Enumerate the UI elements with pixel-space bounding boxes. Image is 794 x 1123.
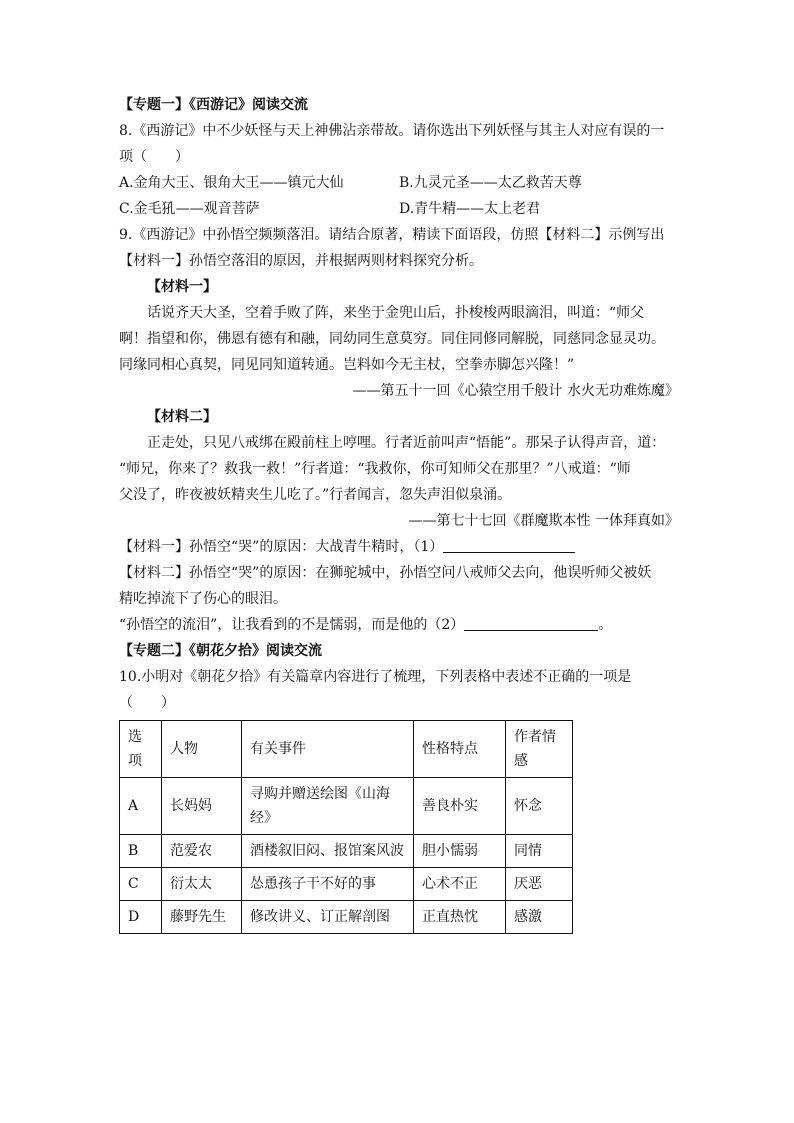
table-row (120, 778, 573, 835)
material1-source: ——第五十一回《心猿空用千般计 水火无功难炼魔》 (352, 383, 679, 399)
table-cell: 修改讲义、订正解剖图 (242, 901, 414, 934)
table-row (120, 868, 573, 901)
q8-option-c[interactable]: C.金毛犼——观音菩萨 (119, 201, 260, 217)
q9-conclusion-row (119, 612, 679, 638)
table-header-cell: 作者情感 (506, 721, 573, 778)
table-cell: 怀念 (506, 778, 573, 835)
q9-stem-line1: 9.《西游记》中孙悟空频频落泪。请结合原著，精读下面语段，仿照【材料二】示例写出 (119, 227, 665, 243)
answer-blank-2[interactable] (464, 614, 598, 631)
q9-conclusion-end: 。 (598, 617, 613, 633)
q10-stem-line1: 10.小明对《朝花夕拾》有关篇章内容进行了梳理，下列表格中表述不正确的一项是 (119, 669, 632, 685)
material1-label: 【材料一】 (147, 279, 217, 295)
q9-conclusion-prompt: “孙悟空的流泪”，让我看到的不是懦弱，而是他的（2） (119, 617, 465, 633)
q8-option-b[interactable]: B.九灵元圣——太乙救苦天尊 (399, 175, 582, 191)
table-cell: B (120, 835, 162, 868)
q8-stem-line1: 8.《西游记》中不少妖怪与天上神佛沾亲带故。请你选出下列妖怪与其主人对应有误的一 (119, 123, 665, 139)
table-cell: 范爱农 (162, 835, 242, 868)
table-cell: 正直热忱 (414, 901, 506, 934)
table-header-cell: 有关事件 (242, 721, 414, 778)
material2-line: 正走处，只见八戒绑在殿前柱上哼哩。行者近前叫声“悟能”。那呆子认得声音，道： (147, 435, 666, 451)
table-cell: A (120, 778, 162, 835)
table-header-row (120, 721, 573, 778)
q9-answer1-row (119, 534, 679, 560)
q9-stem-line2: 【材料一】孙悟空落泪的原因，并根据两则材料探究分析。 (119, 253, 483, 269)
table-cell: 长妈妈 (162, 778, 242, 835)
table-cell: 善良朴实 (414, 778, 506, 835)
q8-options-row2 (119, 196, 679, 222)
character-table (119, 720, 573, 934)
material1-line: 啊！指望和你，佛恩有德有和融，同幼同生意莫穷。同住同修同解脱，同慈同念显灵功。 (119, 331, 665, 347)
table-cell: D (120, 901, 162, 934)
table-header-cell: 人物 (162, 721, 242, 778)
material2-line: “师兄，你来了？救我一救！”行者道：“我救你，你可知师父在那里？”八戒道：“师 (119, 461, 631, 477)
table-cell: 酒楼叙旧闷、报馆案风波 (242, 835, 414, 868)
material2-label: 【材料二】 (147, 409, 217, 425)
q10-stem-line2: （ ） (119, 695, 175, 711)
q8-option-d[interactable]: D.青牛精——太上老君 (399, 201, 541, 217)
table-cell: 胆小懦弱 (414, 835, 506, 868)
table-cell: 寻购并赠送绘图《山海经》 (242, 778, 414, 835)
table-cell: 厌恶 (506, 868, 573, 901)
table-cell: C (120, 868, 162, 901)
table-header-cell: 性格特点 (414, 721, 506, 778)
material2-source: ——第七十七回《群魔欺本性 一体拜真如》 (408, 513, 679, 529)
answer-blank-1[interactable] (443, 536, 575, 553)
q9-answer2-line2: 精吃掉流下了伤心的眼泪。 (119, 591, 287, 607)
q9-answer2-line1: 【材料二】孙悟空“哭”的原因：在狮驼城中，孙悟空问八戒师父去向，他误听师父被妖 (119, 565, 652, 581)
table-cell: 怂恿孩子干不好的事 (242, 868, 414, 901)
table-cell: 藤野先生 (162, 901, 242, 934)
q8-stem-line2: 项（ ） (119, 149, 189, 165)
table-cell: 心术不正 (414, 868, 506, 901)
material1-line: 话说齐天大圣，空着手败了阵，来坐于金兜山后，扑梭梭两眼滴泪，叫道：“师父 (147, 305, 645, 321)
table-cell: 感激 (506, 901, 573, 934)
document-page (119, 92, 679, 934)
q9-answer1-prompt: 【材料一】孙悟空“哭”的原因：大战青牛精时，（1） (119, 539, 444, 555)
table-row (120, 835, 573, 868)
topic2-heading: 【专题二】《朝花夕拾》阅读交流 (119, 643, 322, 659)
table-row (120, 901, 573, 934)
table-cell: 同情 (506, 835, 573, 868)
topic1-heading: 【专题一】《西游记》阅读交流 (119, 97, 308, 113)
table-header-cell: 选项 (120, 721, 162, 778)
material2-line: 父没了，昨夜被妖精夹生儿吃了。”行者闻言，忽失声泪似泉涌。 (119, 487, 512, 503)
q8-options-row1 (119, 170, 679, 196)
material1-line: 同缘同相心真契，同见同知道转通。岂料如今无主杖，空拳赤脚怎兴隆！” (119, 357, 575, 373)
table-cell: 衍太太 (162, 868, 242, 901)
q8-option-a[interactable]: A.金角大王、银角大王——镇元大仙 (119, 175, 344, 191)
